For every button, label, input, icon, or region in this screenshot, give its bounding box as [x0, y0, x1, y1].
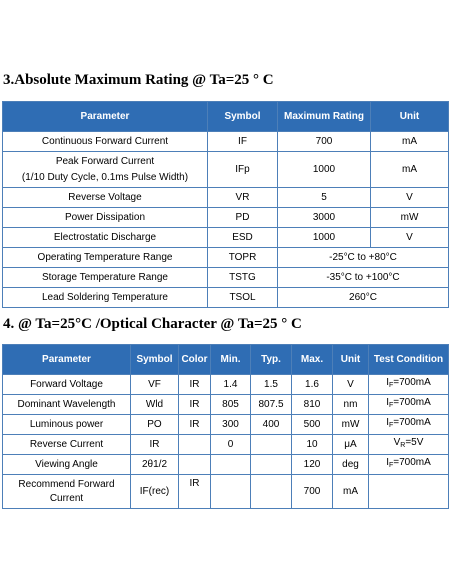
- cond-subscript: F: [388, 382, 394, 389]
- header-unit: Unit: [333, 345, 369, 375]
- row-symbol: IF: [208, 132, 278, 152]
- table-row: [3, 228, 449, 248]
- row-test-condition: [369, 415, 449, 435]
- table-row: [3, 208, 449, 228]
- header-maximum-rating: Maximum Rating: [278, 102, 371, 132]
- table-row: [3, 435, 449, 455]
- row-typ: 807.5: [251, 395, 292, 415]
- row-test-condition: [369, 435, 449, 455]
- header-parameter: Parameter: [3, 102, 208, 132]
- row-unit: mW: [371, 208, 449, 228]
- table-header-row: [3, 345, 449, 375]
- row-symbol: Wld: [131, 395, 179, 415]
- row-unit: V: [333, 375, 369, 395]
- row-value: 700: [278, 132, 371, 152]
- cond-subscript: F: [388, 462, 394, 469]
- table-row: [3, 395, 449, 415]
- row-typ: [251, 455, 292, 475]
- row-min: [211, 475, 251, 509]
- table-row: [3, 415, 449, 435]
- table-row: [3, 248, 449, 268]
- row-param: Dominant Wavelength: [3, 395, 131, 415]
- table-row: [3, 132, 449, 152]
- row-unit: V: [371, 228, 449, 248]
- row-symbol: VR: [208, 188, 278, 208]
- row-param: Viewing Angle: [3, 455, 131, 475]
- row-symbol: IR: [131, 435, 179, 455]
- row-param: Reverse Voltage: [3, 188, 208, 208]
- row-max: 500: [292, 415, 333, 435]
- cond-subscript: F: [388, 422, 394, 429]
- absolute-max-rating-table: [2, 101, 449, 308]
- row-symbol: 2θ1/2: [131, 455, 179, 475]
- row-max: 120: [292, 455, 333, 475]
- row-unit: V: [371, 188, 449, 208]
- cond-value: =700mA: [393, 377, 431, 388]
- row-min: 0: [211, 435, 251, 455]
- row-param: Electrostatic Discharge: [3, 228, 208, 248]
- row-max: 700: [292, 475, 333, 509]
- row-symbol: TOPR: [208, 248, 278, 268]
- header-color: Color: [179, 345, 211, 375]
- row-color: [179, 435, 211, 455]
- table-row: [3, 152, 449, 188]
- row-unit: nm: [333, 395, 369, 415]
- row-symbol: ESD: [208, 228, 278, 248]
- cond-symbol: V: [393, 437, 401, 448]
- cond-value: =700mA: [393, 397, 431, 408]
- row-min: [211, 455, 251, 475]
- cond-symbol: I: [386, 377, 389, 388]
- header-min: Min.: [211, 345, 251, 375]
- row-symbol: TSTG: [208, 268, 278, 288]
- row-typ: [251, 435, 292, 455]
- row-min: 805: [211, 395, 251, 415]
- row-color: IR: [179, 395, 211, 415]
- row-param: Lead Soldering Temperature: [3, 288, 208, 308]
- table-row: [3, 375, 449, 395]
- table-row: [3, 268, 449, 288]
- header-typ: Typ.: [251, 345, 292, 375]
- row-typ: 1.5: [251, 375, 292, 395]
- row-color: IR: [179, 415, 211, 435]
- cond-symbol: I: [386, 417, 389, 428]
- row-value: 3000: [278, 208, 371, 228]
- row-param: Forward Voltage: [3, 375, 131, 395]
- row-color: IR: [179, 475, 211, 509]
- cond-symbol: I: [386, 457, 389, 468]
- row-test-condition: [369, 475, 449, 509]
- header-parameter: Parameter: [3, 345, 131, 375]
- row-symbol: TSOL: [208, 288, 278, 308]
- row-value: 1000: [278, 228, 371, 248]
- row-value: -25°C to +80°C: [278, 248, 449, 268]
- row-test-condition: [369, 375, 449, 395]
- row-max: 1.6: [292, 375, 333, 395]
- row-test-condition: [369, 395, 449, 415]
- row-param: Operating Temperature Range: [3, 248, 208, 268]
- row-unit: μA: [333, 435, 369, 455]
- row-max: 10: [292, 435, 333, 455]
- row-symbol: IF(rec): [131, 475, 179, 509]
- row-min: 300: [211, 415, 251, 435]
- row-value: 260°C: [278, 288, 449, 308]
- cond-subscript: F: [388, 402, 394, 409]
- table-row: [3, 288, 449, 308]
- row-value: 1000: [278, 152, 371, 188]
- row-value: 5: [278, 188, 371, 208]
- header-symbol: Symbol: [131, 345, 179, 375]
- row-value: -35°C to +100°C: [278, 268, 449, 288]
- cond-value: =700mA: [393, 417, 431, 428]
- header-test-condition: Test Condition: [369, 345, 449, 375]
- row-symbol: PD: [208, 208, 278, 228]
- row-unit: mA: [333, 475, 369, 509]
- row-param: Power Dissipation: [3, 208, 208, 228]
- optical-character-table: [2, 344, 449, 509]
- row-min: 1.4: [211, 375, 251, 395]
- row-param: Recommend Forward Current: [3, 475, 131, 509]
- row-param: Peak Forward Current (1/10 Duty Cycle, 0.1ms Pulse Width): [3, 152, 208, 188]
- cond-value: =5V: [405, 437, 424, 448]
- row-param: Luminous power: [3, 415, 131, 435]
- table-row: [3, 475, 449, 509]
- header-unit: Unit: [371, 102, 449, 132]
- row-param: Continuous Forward Current: [3, 132, 208, 152]
- row-test-condition: [369, 455, 449, 475]
- table-row: [3, 188, 449, 208]
- row-color: [179, 455, 211, 475]
- row-symbol: PO: [131, 415, 179, 435]
- cond-value: =700mA: [393, 457, 431, 468]
- row-unit: mA: [371, 152, 449, 188]
- section3-title: 3.Absolute Maximum Rating @ Ta=25 ° C: [3, 72, 274, 88]
- header-max: Max.: [292, 345, 333, 375]
- cond-symbol: I: [386, 397, 389, 408]
- header-symbol: Symbol: [208, 102, 278, 132]
- cond-subscript: R: [400, 442, 406, 449]
- section4-title: 4. @ Ta=25°C /Optical Character @ Ta=25 ° C: [3, 316, 302, 332]
- row-unit: mW: [333, 415, 369, 435]
- row-typ: 400: [251, 415, 292, 435]
- table-header-row: [3, 102, 449, 132]
- row-unit: mA: [371, 132, 449, 152]
- row-symbol: IFp: [208, 152, 278, 188]
- row-max: 810: [292, 395, 333, 415]
- row-param: Storage Temperature Range: [3, 268, 208, 288]
- row-param: Reverse Current: [3, 435, 131, 455]
- table-row: [3, 455, 449, 475]
- row-color: IR: [179, 375, 211, 395]
- row-symbol: VF: [131, 375, 179, 395]
- row-typ: [251, 475, 292, 509]
- row-unit: deg: [333, 455, 369, 475]
